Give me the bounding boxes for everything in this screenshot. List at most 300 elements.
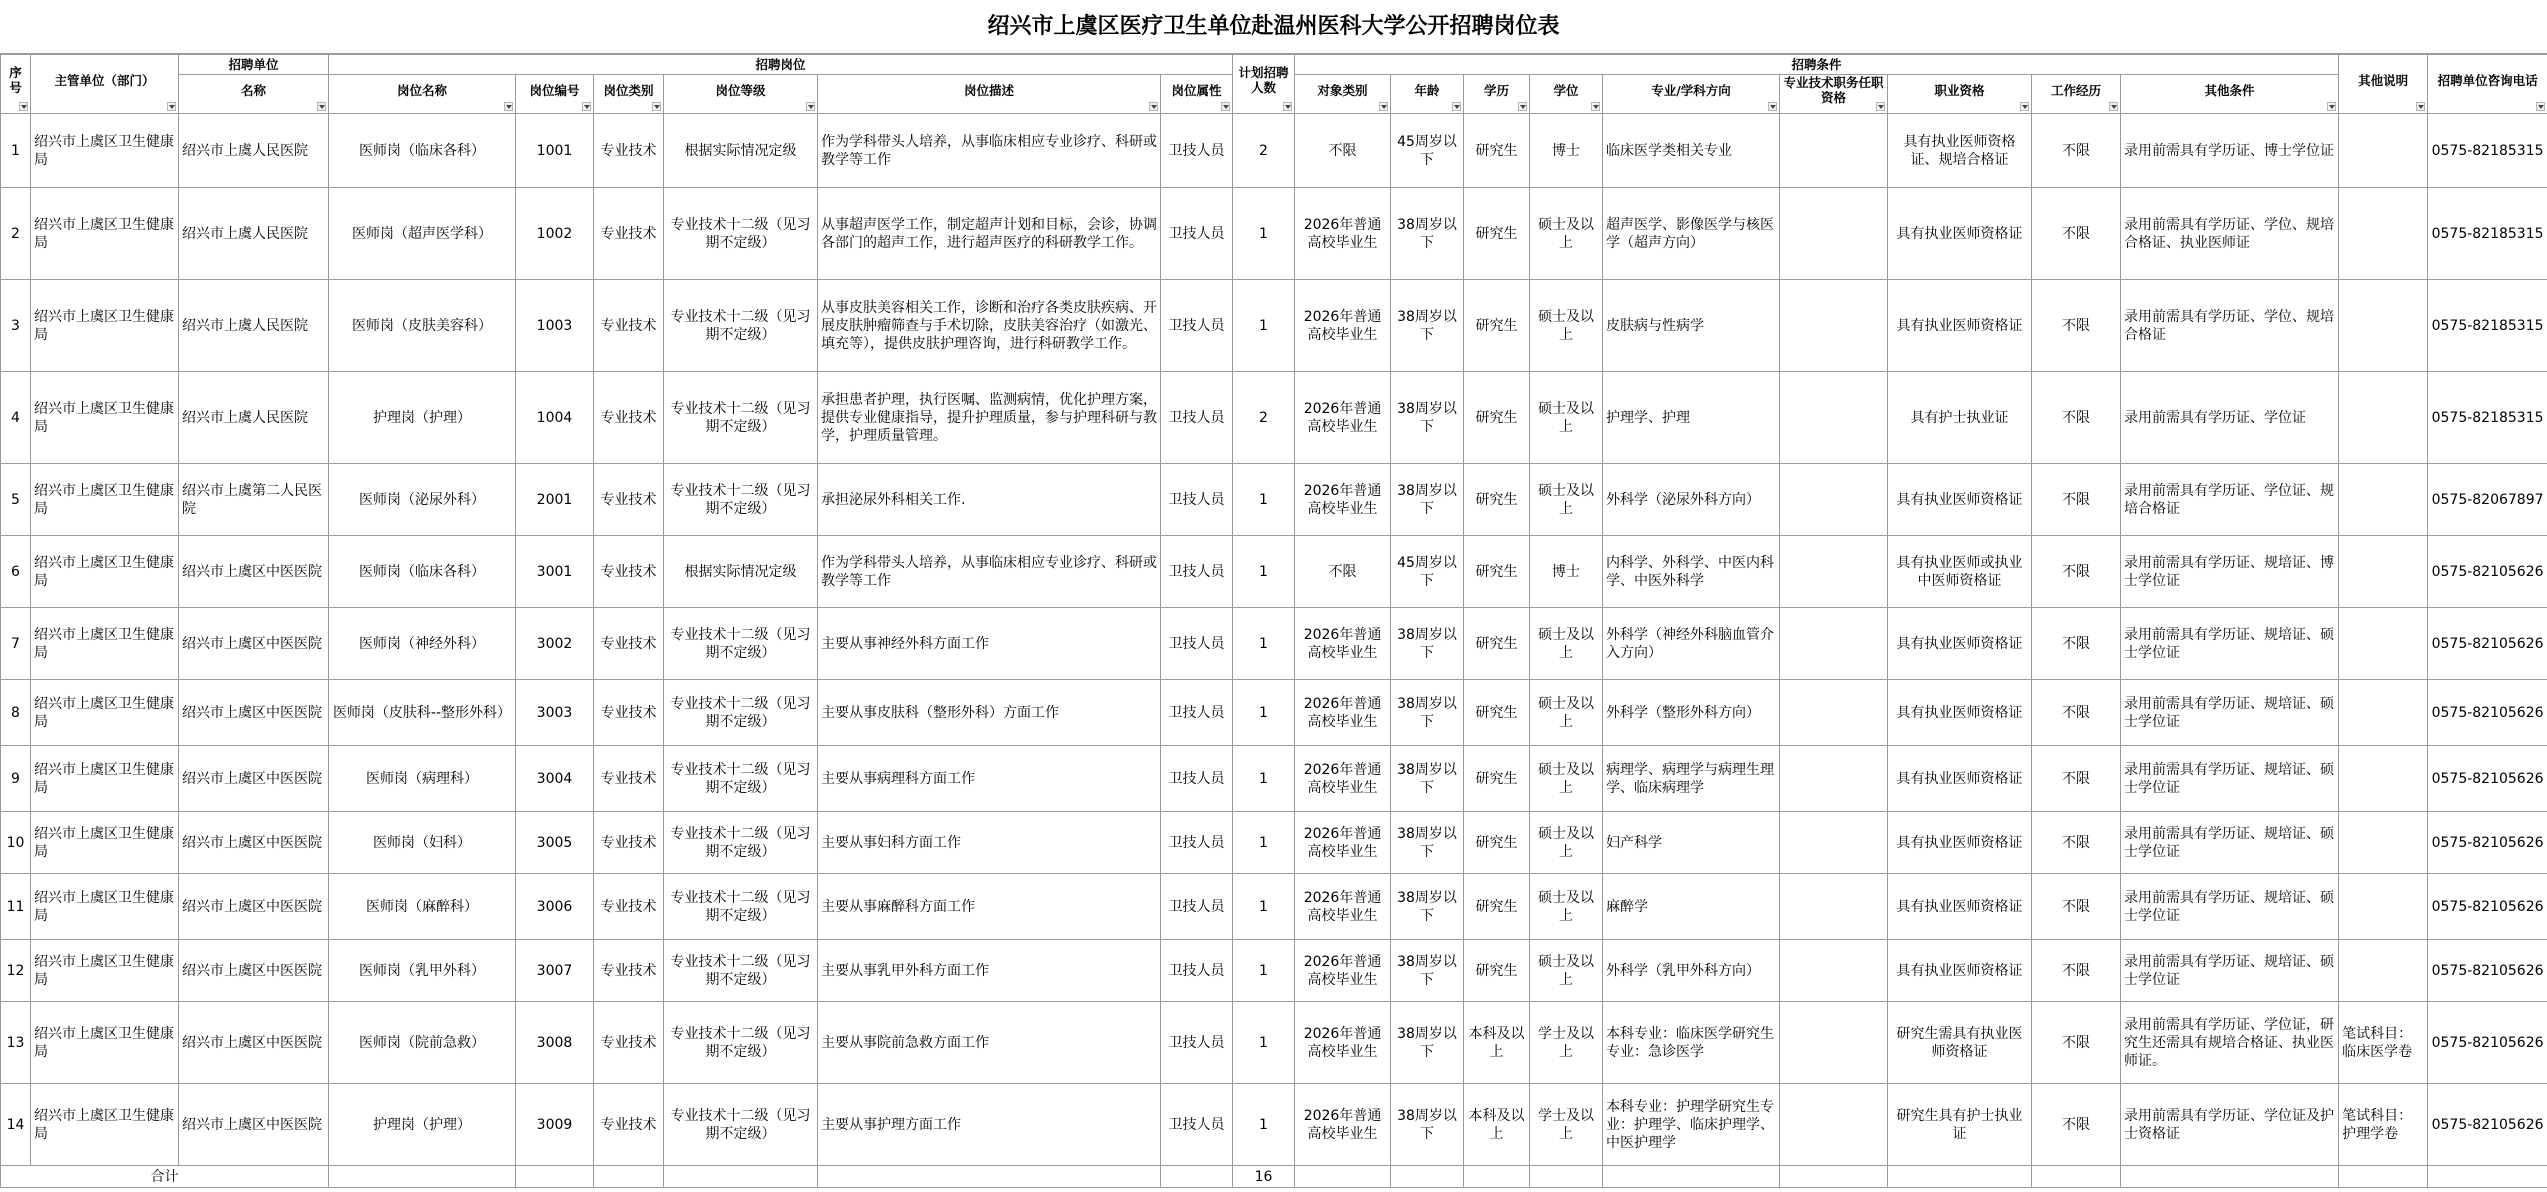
filter-dropdown-icon[interactable] bbox=[2020, 102, 2029, 111]
cell-pos-name[interactable]: 护理岗（护理） bbox=[329, 1084, 516, 1166]
empty-cell[interactable] bbox=[1888, 1166, 2032, 1188]
cell-exp[interactable]: 不限 bbox=[2032, 608, 2121, 680]
cell-note[interactable] bbox=[2339, 940, 2428, 1002]
cell-qual[interactable]: 具有执业医师资格证 bbox=[1888, 680, 2032, 746]
cell-target[interactable]: 2026年普通高校毕业生 bbox=[1295, 188, 1391, 280]
cell-phone[interactable]: 0575-82105626 bbox=[2428, 746, 2547, 812]
cell-seq[interactable]: 8 bbox=[1, 680, 31, 746]
cell-level[interactable]: 专业技术十二级（见习期不定级） bbox=[664, 372, 818, 464]
cell-phone[interactable]: 0575-82185315 bbox=[2428, 114, 2547, 188]
cell-unit[interactable]: 绍兴市上虞区中医医院 bbox=[179, 680, 329, 746]
cell-plan[interactable]: 1 bbox=[1233, 1084, 1295, 1166]
cell-code[interactable]: 3001 bbox=[516, 536, 594, 608]
cell-edu[interactable]: 研究生 bbox=[1464, 464, 1530, 536]
cell-dept[interactable]: 绍兴市上虞区卫生健康局 bbox=[31, 1002, 179, 1084]
cell-note[interactable] bbox=[2339, 114, 2428, 188]
cell-seq[interactable]: 5 bbox=[1, 464, 31, 536]
cell-attr[interactable]: 卫技人员 bbox=[1161, 812, 1233, 874]
cell-dept[interactable]: 绍兴市上虞区卫生健康局 bbox=[31, 874, 179, 940]
cell-code[interactable]: 2001 bbox=[516, 464, 594, 536]
filter-dropdown-icon[interactable] bbox=[1379, 102, 1388, 111]
cell-attr[interactable]: 卫技人员 bbox=[1161, 372, 1233, 464]
cell-edu[interactable]: 研究生 bbox=[1464, 188, 1530, 280]
cell-tech[interactable] bbox=[1780, 114, 1888, 188]
cell-attr[interactable]: 卫技人员 bbox=[1161, 1084, 1233, 1166]
cell-dept[interactable]: 绍兴市上虞区卫生健康局 bbox=[31, 812, 179, 874]
empty-cell[interactable] bbox=[1530, 1166, 1603, 1188]
cell-target[interactable]: 2026年普通高校毕业生 bbox=[1295, 680, 1391, 746]
cell-type[interactable]: 专业技术 bbox=[594, 1002, 664, 1084]
cell-target[interactable]: 2026年普通高校毕业生 bbox=[1295, 464, 1391, 536]
cell-phone[interactable]: 0575-82185315 bbox=[2428, 188, 2547, 280]
cell-age[interactable]: 38周岁以下 bbox=[1391, 372, 1464, 464]
cell-qual[interactable]: 具有执业医师或执业中医师资格证 bbox=[1888, 536, 2032, 608]
cell-code[interactable]: 1003 bbox=[516, 280, 594, 372]
empty-cell[interactable] bbox=[2032, 1166, 2121, 1188]
cell-tech[interactable] bbox=[1780, 536, 1888, 608]
cell-unit[interactable]: 绍兴市上虞人民医院 bbox=[179, 372, 329, 464]
cell-code[interactable]: 1004 bbox=[516, 372, 594, 464]
cell-note[interactable] bbox=[2339, 812, 2428, 874]
empty-cell[interactable] bbox=[1603, 1166, 1780, 1188]
empty-cell[interactable] bbox=[1464, 1166, 1530, 1188]
cell-exp[interactable]: 不限 bbox=[2032, 536, 2121, 608]
cell-other[interactable]: 录用前需具有学历证、规培证、硕士学位证 bbox=[2121, 874, 2339, 940]
cell-tech[interactable] bbox=[1780, 464, 1888, 536]
cell-edu[interactable]: 研究生 bbox=[1464, 746, 1530, 812]
cell-unit[interactable]: 绍兴市上虞区中医医院 bbox=[179, 812, 329, 874]
cell-phone[interactable]: 0575-82105626 bbox=[2428, 608, 2547, 680]
cell-desc[interactable]: 主要从事麻醉科方面工作 bbox=[818, 874, 1161, 940]
cell-degree[interactable]: 硕士及以上 bbox=[1530, 188, 1603, 280]
cell-seq[interactable]: 2 bbox=[1, 188, 31, 280]
cell-type[interactable]: 专业技术 bbox=[594, 114, 664, 188]
cell-major[interactable]: 外科学（泌尿外科方向） bbox=[1603, 464, 1780, 536]
empty-cell[interactable] bbox=[2121, 1166, 2339, 1188]
cell-phone[interactable]: 0575-82105626 bbox=[2428, 536, 2547, 608]
cell-qual[interactable]: 具有执业医师资格证 bbox=[1888, 464, 2032, 536]
cell-degree[interactable]: 博士 bbox=[1530, 114, 1603, 188]
cell-target[interactable]: 不限 bbox=[1295, 114, 1391, 188]
cell-dept[interactable]: 绍兴市上虞区卫生健康局 bbox=[31, 746, 179, 812]
cell-dept[interactable]: 绍兴市上虞区卫生健康局 bbox=[31, 464, 179, 536]
cell-age[interactable]: 38周岁以下 bbox=[1391, 812, 1464, 874]
cell-other[interactable]: 录用前需具有学历证、学位证及护士资格证 bbox=[2121, 1084, 2339, 1166]
cell-major[interactable]: 外科学（神经外科脑血管介入方向） bbox=[1603, 608, 1780, 680]
cell-type[interactable]: 专业技术 bbox=[594, 464, 664, 536]
cell-edu[interactable]: 研究生 bbox=[1464, 680, 1530, 746]
filter-dropdown-icon[interactable] bbox=[1452, 102, 1461, 111]
filter-dropdown-icon[interactable] bbox=[1876, 102, 1885, 111]
cell-desc[interactable]: 主要从事院前急救方面工作 bbox=[818, 1002, 1161, 1084]
cell-target[interactable]: 2026年普通高校毕业生 bbox=[1295, 874, 1391, 940]
cell-desc[interactable]: 主要从事神经外科方面工作 bbox=[818, 608, 1161, 680]
cell-level[interactable]: 专业技术十二级（见习期不定级） bbox=[664, 464, 818, 536]
cell-code[interactable]: 1002 bbox=[516, 188, 594, 280]
filter-dropdown-icon[interactable] bbox=[652, 102, 661, 111]
cell-code[interactable]: 3003 bbox=[516, 680, 594, 746]
cell-unit[interactable]: 绍兴市上虞人民医院 bbox=[179, 114, 329, 188]
cell-note[interactable] bbox=[2339, 280, 2428, 372]
cell-phone[interactable]: 0575-82105626 bbox=[2428, 812, 2547, 874]
cell-seq[interactable]: 3 bbox=[1, 280, 31, 372]
cell-other[interactable]: 录用前需具有学历证、学位证，研究生还需具有规培合格证、执业医师证。 bbox=[2121, 1002, 2339, 1084]
cell-target[interactable]: 2026年普通高校毕业生 bbox=[1295, 746, 1391, 812]
filter-dropdown-icon[interactable] bbox=[1283, 102, 1292, 111]
cell-desc[interactable]: 主要从事病理科方面工作 bbox=[818, 746, 1161, 812]
empty-cell[interactable] bbox=[818, 1166, 1161, 1188]
cell-other[interactable]: 录用前需具有学历证、规培证、硕士学位证 bbox=[2121, 608, 2339, 680]
cell-pos-name[interactable]: 医师岗（乳甲外科） bbox=[329, 940, 516, 1002]
cell-pos-name[interactable]: 医师岗（临床各科） bbox=[329, 536, 516, 608]
cell-seq[interactable]: 4 bbox=[1, 372, 31, 464]
cell-tech[interactable] bbox=[1780, 1084, 1888, 1166]
cell-phone[interactable]: 0575-82067897 bbox=[2428, 464, 2547, 536]
cell-tech[interactable] bbox=[1780, 280, 1888, 372]
empty-cell[interactable] bbox=[1391, 1166, 1464, 1188]
cell-note[interactable] bbox=[2339, 874, 2428, 940]
cell-attr[interactable]: 卫技人员 bbox=[1161, 114, 1233, 188]
cell-desc[interactable]: 主要从事妇科方面工作 bbox=[818, 812, 1161, 874]
cell-level[interactable]: 专业技术十二级（见习期不定级） bbox=[664, 608, 818, 680]
cell-seq[interactable]: 1 bbox=[1, 114, 31, 188]
cell-major[interactable]: 本科专业：临床医学研究生专业：急诊医学 bbox=[1603, 1002, 1780, 1084]
cell-target[interactable]: 2026年普通高校毕业生 bbox=[1295, 372, 1391, 464]
cell-code[interactable]: 1001 bbox=[516, 114, 594, 188]
cell-phone[interactable]: 0575-82105626 bbox=[2428, 680, 2547, 746]
cell-qual[interactable]: 具有执业医师资格证 bbox=[1888, 280, 2032, 372]
cell-plan[interactable]: 1 bbox=[1233, 812, 1295, 874]
cell-pos-name[interactable]: 医师岗（病理科） bbox=[329, 746, 516, 812]
cell-plan[interactable]: 1 bbox=[1233, 680, 1295, 746]
empty-cell[interactable] bbox=[2339, 1166, 2428, 1188]
cell-unit[interactable]: 绍兴市上虞第二人民医院 bbox=[179, 464, 329, 536]
cell-other[interactable]: 录用前需具有学历证、学位证、规培合格证 bbox=[2121, 464, 2339, 536]
empty-cell[interactable] bbox=[1780, 1166, 1888, 1188]
cell-dept[interactable]: 绍兴市上虞区卫生健康局 bbox=[31, 372, 179, 464]
cell-seq[interactable]: 13 bbox=[1, 1002, 31, 1084]
filter-dropdown-icon[interactable] bbox=[167, 102, 176, 111]
cell-level[interactable]: 专业技术十二级（见习期不定级） bbox=[664, 812, 818, 874]
cell-dept[interactable]: 绍兴市上虞区卫生健康局 bbox=[31, 680, 179, 746]
cell-dept[interactable]: 绍兴市上虞区卫生健康局 bbox=[31, 1084, 179, 1166]
cell-phone[interactable]: 0575-82105626 bbox=[2428, 940, 2547, 1002]
cell-seq[interactable]: 11 bbox=[1, 874, 31, 940]
cell-unit[interactable]: 绍兴市上虞区中医医院 bbox=[179, 940, 329, 1002]
cell-major[interactable]: 临床医学类相关专业 bbox=[1603, 114, 1780, 188]
cell-seq[interactable]: 7 bbox=[1, 608, 31, 680]
cell-code[interactable]: 3005 bbox=[516, 812, 594, 874]
cell-pos-name[interactable]: 医师岗（神经外科） bbox=[329, 608, 516, 680]
cell-unit[interactable]: 绍兴市上虞区中医医院 bbox=[179, 1084, 329, 1166]
cell-unit[interactable]: 绍兴市上虞区中医医院 bbox=[179, 536, 329, 608]
empty-cell[interactable] bbox=[516, 1166, 594, 1188]
cell-attr[interactable]: 卫技人员 bbox=[1161, 464, 1233, 536]
cell-dept[interactable]: 绍兴市上虞区卫生健康局 bbox=[31, 188, 179, 280]
cell-level[interactable]: 专业技术十二级（见习期不定级） bbox=[664, 746, 818, 812]
cell-exp[interactable]: 不限 bbox=[2032, 464, 2121, 536]
cell-desc[interactable]: 承担患者护理，执行医嘱、监测病情，优化护理方案，提供专业健康指导，提升护理质量，参与护理科研与教学，护理质量管理。 bbox=[818, 372, 1161, 464]
cell-phone[interactable]: 0575-82185315 bbox=[2428, 280, 2547, 372]
filter-dropdown-icon[interactable] bbox=[2327, 102, 2336, 111]
cell-pos-name[interactable]: 医师岗（妇科） bbox=[329, 812, 516, 874]
cell-target[interactable]: 2026年普通高校毕业生 bbox=[1295, 812, 1391, 874]
filter-dropdown-icon[interactable] bbox=[806, 102, 815, 111]
cell-pos-name[interactable]: 医师岗（皮肤美容科） bbox=[329, 280, 516, 372]
filter-dropdown-icon[interactable] bbox=[2109, 102, 2118, 111]
cell-pos-name[interactable]: 医师岗（院前急救） bbox=[329, 1002, 516, 1084]
cell-edu[interactable]: 研究生 bbox=[1464, 114, 1530, 188]
cell-exp[interactable]: 不限 bbox=[2032, 746, 2121, 812]
cell-edu[interactable]: 研究生 bbox=[1464, 280, 1530, 372]
cell-degree[interactable]: 硕士及以上 bbox=[1530, 940, 1603, 1002]
cell-major[interactable]: 麻醉学 bbox=[1603, 874, 1780, 940]
cell-edu[interactable]: 研究生 bbox=[1464, 940, 1530, 1002]
empty-cell[interactable] bbox=[1295, 1166, 1391, 1188]
cell-edu[interactable]: 研究生 bbox=[1464, 536, 1530, 608]
cell-dept[interactable]: 绍兴市上虞区卫生健康局 bbox=[31, 280, 179, 372]
cell-plan[interactable]: 1 bbox=[1233, 940, 1295, 1002]
cell-plan[interactable]: 2 bbox=[1233, 114, 1295, 188]
cell-age[interactable]: 38周岁以下 bbox=[1391, 1002, 1464, 1084]
cell-unit[interactable]: 绍兴市上虞人民医院 bbox=[179, 188, 329, 280]
cell-code[interactable]: 3008 bbox=[516, 1002, 594, 1084]
cell-type[interactable]: 专业技术 bbox=[594, 188, 664, 280]
cell-major[interactable]: 超声医学、影像医学与核医学（超声方向） bbox=[1603, 188, 1780, 280]
cell-degree[interactable]: 硕士及以上 bbox=[1530, 372, 1603, 464]
cell-other[interactable]: 录用前需具有学历证、学位、规培合格证 bbox=[2121, 280, 2339, 372]
cell-major[interactable]: 外科学（整形外科方向） bbox=[1603, 680, 1780, 746]
cell-edu[interactable]: 研究生 bbox=[1464, 874, 1530, 940]
cell-other[interactable]: 录用前需具有学历证、规培证、博士学位证 bbox=[2121, 536, 2339, 608]
filter-dropdown-icon[interactable] bbox=[1768, 102, 1777, 111]
cell-unit[interactable]: 绍兴市上虞人民医院 bbox=[179, 280, 329, 372]
cell-type[interactable]: 专业技术 bbox=[594, 536, 664, 608]
empty-cell[interactable] bbox=[329, 1166, 516, 1188]
cell-attr[interactable]: 卫技人员 bbox=[1161, 680, 1233, 746]
cell-other[interactable]: 录用前需具有学历证、规培证、硕士学位证 bbox=[2121, 746, 2339, 812]
cell-desc[interactable]: 作为学科带头人培养，从事临床相应专业诊疗、科研或教学等工作 bbox=[818, 114, 1161, 188]
cell-code[interactable]: 3004 bbox=[516, 746, 594, 812]
cell-exp[interactable]: 不限 bbox=[2032, 874, 2121, 940]
cell-major[interactable]: 妇产科学 bbox=[1603, 812, 1780, 874]
cell-exp[interactable]: 不限 bbox=[2032, 680, 2121, 746]
cell-unit[interactable]: 绍兴市上虞区中医医院 bbox=[179, 1002, 329, 1084]
cell-qual[interactable]: 研究生需具有执业医师资格证 bbox=[1888, 1002, 2032, 1084]
cell-type[interactable]: 专业技术 bbox=[594, 874, 664, 940]
cell-age[interactable]: 38周岁以下 bbox=[1391, 1084, 1464, 1166]
cell-exp[interactable]: 不限 bbox=[2032, 280, 2121, 372]
cell-qual[interactable]: 具有执业医师资格证 bbox=[1888, 746, 2032, 812]
cell-pos-name[interactable]: 医师岗（临床各科） bbox=[329, 114, 516, 188]
cell-edu[interactable]: 本科及以上 bbox=[1464, 1002, 1530, 1084]
cell-edu[interactable]: 研究生 bbox=[1464, 608, 1530, 680]
cell-qual[interactable]: 具有执业医师资格证 bbox=[1888, 874, 2032, 940]
cell-pos-name[interactable]: 医师岗（皮肤科--整形外科） bbox=[329, 680, 516, 746]
cell-desc[interactable]: 主要从事护理方面工作 bbox=[818, 1084, 1161, 1166]
cell-phone[interactable]: 0575-82105626 bbox=[2428, 874, 2547, 940]
cell-attr[interactable]: 卫技人员 bbox=[1161, 536, 1233, 608]
cell-age[interactable]: 38周岁以下 bbox=[1391, 940, 1464, 1002]
cell-attr[interactable]: 卫技人员 bbox=[1161, 1002, 1233, 1084]
empty-cell[interactable] bbox=[1161, 1166, 1233, 1188]
total-plan[interactable]: 16 bbox=[1233, 1166, 1295, 1188]
cell-degree[interactable]: 硕士及以上 bbox=[1530, 464, 1603, 536]
cell-target[interactable]: 2026年普通高校毕业生 bbox=[1295, 940, 1391, 1002]
filter-dropdown-icon[interactable] bbox=[1149, 102, 1158, 111]
filter-dropdown-icon[interactable] bbox=[1518, 102, 1527, 111]
cell-edu[interactable]: 研究生 bbox=[1464, 812, 1530, 874]
cell-other[interactable]: 录用前需具有学历证、规培证、硕士学位证 bbox=[2121, 812, 2339, 874]
cell-age[interactable]: 38周岁以下 bbox=[1391, 188, 1464, 280]
cell-plan[interactable]: 1 bbox=[1233, 280, 1295, 372]
cell-level[interactable]: 专业技术十二级（见习期不定级） bbox=[664, 280, 818, 372]
cell-major[interactable]: 病理学、病理学与病理生理学、临床病理学 bbox=[1603, 746, 1780, 812]
cell-desc[interactable]: 主要从事皮肤科（整形外科）方面工作 bbox=[818, 680, 1161, 746]
empty-cell[interactable] bbox=[2428, 1166, 2547, 1188]
cell-major[interactable]: 皮肤病与性病学 bbox=[1603, 280, 1780, 372]
cell-exp[interactable]: 不限 bbox=[2032, 372, 2121, 464]
cell-level[interactable]: 专业技术十二级（见习期不定级） bbox=[664, 874, 818, 940]
cell-code[interactable]: 3002 bbox=[516, 608, 594, 680]
cell-degree[interactable]: 硕士及以上 bbox=[1530, 280, 1603, 372]
cell-unit[interactable]: 绍兴市上虞区中医医院 bbox=[179, 874, 329, 940]
cell-other[interactable]: 录用前需具有学历证、学位证 bbox=[2121, 372, 2339, 464]
cell-age[interactable]: 45周岁以下 bbox=[1391, 536, 1464, 608]
cell-tech[interactable] bbox=[1780, 372, 1888, 464]
cell-qual[interactable]: 具有护士执业证 bbox=[1888, 372, 2032, 464]
cell-other[interactable]: 录用前需具有学历证、博士学位证 bbox=[2121, 114, 2339, 188]
cell-plan[interactable]: 1 bbox=[1233, 536, 1295, 608]
cell-unit[interactable]: 绍兴市上虞区中医医院 bbox=[179, 608, 329, 680]
cell-desc[interactable]: 作为学科带头人培养，从事临床相应专业诊疗、科研或教学等工作 bbox=[818, 536, 1161, 608]
cell-note[interactable] bbox=[2339, 536, 2428, 608]
filter-dropdown-icon[interactable] bbox=[19, 102, 28, 111]
cell-plan[interactable]: 1 bbox=[1233, 608, 1295, 680]
cell-type[interactable]: 专业技术 bbox=[594, 940, 664, 1002]
cell-degree[interactable]: 硕士及以上 bbox=[1530, 746, 1603, 812]
cell-tech[interactable] bbox=[1780, 940, 1888, 1002]
cell-degree[interactable]: 博士 bbox=[1530, 536, 1603, 608]
cell-type[interactable]: 专业技术 bbox=[594, 812, 664, 874]
cell-attr[interactable]: 卫技人员 bbox=[1161, 940, 1233, 1002]
cell-qual[interactable]: 具有执业医师资格证 bbox=[1888, 812, 2032, 874]
cell-tech[interactable] bbox=[1780, 874, 1888, 940]
cell-qual[interactable]: 具有执业医师资格证 bbox=[1888, 608, 2032, 680]
cell-code[interactable]: 3009 bbox=[516, 1084, 594, 1166]
cell-qual[interactable]: 研究生具有护士执业证 bbox=[1888, 1084, 2032, 1166]
cell-tech[interactable] bbox=[1780, 746, 1888, 812]
cell-seq[interactable]: 6 bbox=[1, 536, 31, 608]
cell-seq[interactable]: 12 bbox=[1, 940, 31, 1002]
cell-age[interactable]: 38周岁以下 bbox=[1391, 874, 1464, 940]
cell-pos-name[interactable]: 医师岗（超声医学科） bbox=[329, 188, 516, 280]
cell-degree[interactable]: 硕士及以上 bbox=[1530, 608, 1603, 680]
cell-age[interactable]: 38周岁以下 bbox=[1391, 608, 1464, 680]
filter-dropdown-icon[interactable] bbox=[2536, 102, 2545, 111]
cell-desc[interactable]: 主要从事乳甲外科方面工作 bbox=[818, 940, 1161, 1002]
cell-type[interactable]: 专业技术 bbox=[594, 746, 664, 812]
cell-qual[interactable]: 具有执业医师资格证 bbox=[1888, 188, 2032, 280]
filter-dropdown-icon[interactable] bbox=[504, 102, 513, 111]
cell-age[interactable]: 38周岁以下 bbox=[1391, 680, 1464, 746]
cell-seq[interactable]: 9 bbox=[1, 746, 31, 812]
cell-exp[interactable]: 不限 bbox=[2032, 188, 2121, 280]
filter-dropdown-icon[interactable] bbox=[317, 102, 326, 111]
cell-note[interactable] bbox=[2339, 188, 2428, 280]
cell-phone[interactable]: 0575-82105626 bbox=[2428, 1084, 2547, 1166]
cell-major[interactable]: 本科专业：护理学研究生专业：护理学、临床护理学、中医护理学 bbox=[1603, 1084, 1780, 1166]
cell-pos-name[interactable]: 医师岗（麻醉科） bbox=[329, 874, 516, 940]
cell-attr[interactable]: 卫技人员 bbox=[1161, 874, 1233, 940]
cell-desc[interactable]: 承担泌尿外科相关工作. bbox=[818, 464, 1161, 536]
cell-dept[interactable]: 绍兴市上虞区卫生健康局 bbox=[31, 114, 179, 188]
cell-other[interactable]: 录用前需具有学历证、规培证、硕士学位证 bbox=[2121, 940, 2339, 1002]
cell-note[interactable] bbox=[2339, 680, 2428, 746]
cell-note[interactable]: 笔试科目：护理学卷 bbox=[2339, 1084, 2428, 1166]
cell-note[interactable] bbox=[2339, 746, 2428, 812]
cell-attr[interactable]: 卫技人员 bbox=[1161, 608, 1233, 680]
cell-exp[interactable]: 不限 bbox=[2032, 812, 2121, 874]
cell-exp[interactable]: 不限 bbox=[2032, 1084, 2121, 1166]
cell-target[interactable]: 2026年普通高校毕业生 bbox=[1295, 1084, 1391, 1166]
cell-plan[interactable]: 1 bbox=[1233, 874, 1295, 940]
cell-age[interactable]: 38周岁以下 bbox=[1391, 746, 1464, 812]
cell-type[interactable]: 专业技术 bbox=[594, 608, 664, 680]
cell-dept[interactable]: 绍兴市上虞区卫生健康局 bbox=[31, 940, 179, 1002]
cell-type[interactable]: 专业技术 bbox=[594, 280, 664, 372]
cell-tech[interactable] bbox=[1780, 812, 1888, 874]
cell-qual[interactable]: 具有执业医师资格证 bbox=[1888, 940, 2032, 1002]
cell-desc[interactable]: 从事超声医学工作，制定超声计划和目标，会诊，协调各部门的超声工作，进行超声医疗的科研教学工作。 bbox=[818, 188, 1161, 280]
cell-dept[interactable]: 绍兴市上虞区卫生健康局 bbox=[31, 536, 179, 608]
cell-seq[interactable]: 14 bbox=[1, 1084, 31, 1166]
cell-plan[interactable]: 1 bbox=[1233, 746, 1295, 812]
cell-degree[interactable]: 硕士及以上 bbox=[1530, 812, 1603, 874]
empty-cell[interactable] bbox=[664, 1166, 818, 1188]
cell-dept[interactable]: 绍兴市上虞区卫生健康局 bbox=[31, 608, 179, 680]
cell-type[interactable]: 专业技术 bbox=[594, 1084, 664, 1166]
cell-level[interactable]: 专业技术十二级（见习期不定级） bbox=[664, 940, 818, 1002]
cell-type[interactable]: 专业技术 bbox=[594, 680, 664, 746]
filter-dropdown-icon[interactable] bbox=[582, 102, 591, 111]
cell-tech[interactable] bbox=[1780, 1002, 1888, 1084]
cell-unit[interactable]: 绍兴市上虞区中医医院 bbox=[179, 746, 329, 812]
cell-qual[interactable]: 具有执业医师资格证、规培合格证 bbox=[1888, 114, 2032, 188]
cell-attr[interactable]: 卫技人员 bbox=[1161, 280, 1233, 372]
cell-attr[interactable]: 卫技人员 bbox=[1161, 746, 1233, 812]
cell-seq[interactable]: 10 bbox=[1, 812, 31, 874]
cell-target[interactable]: 2026年普通高校毕业生 bbox=[1295, 1002, 1391, 1084]
cell-level[interactable]: 专业技术十二级（见习期不定级） bbox=[664, 188, 818, 280]
cell-major[interactable]: 内科学、外科学、中医内科学、中医外科学 bbox=[1603, 536, 1780, 608]
cell-pos-name[interactable]: 医师岗（泌尿外科） bbox=[329, 464, 516, 536]
cell-degree[interactable]: 硕士及以上 bbox=[1530, 680, 1603, 746]
cell-type[interactable]: 专业技术 bbox=[594, 372, 664, 464]
cell-plan[interactable]: 2 bbox=[1233, 372, 1295, 464]
cell-degree[interactable]: 学士及以上 bbox=[1530, 1002, 1603, 1084]
cell-major[interactable]: 外科学（乳甲外科方向） bbox=[1603, 940, 1780, 1002]
cell-degree[interactable]: 硕士及以上 bbox=[1530, 874, 1603, 940]
cell-edu[interactable]: 研究生 bbox=[1464, 372, 1530, 464]
cell-plan[interactable]: 1 bbox=[1233, 464, 1295, 536]
cell-other[interactable]: 录用前需具有学历证、规培证、硕士学位证 bbox=[2121, 680, 2339, 746]
cell-exp[interactable]: 不限 bbox=[2032, 114, 2121, 188]
cell-note[interactable] bbox=[2339, 608, 2428, 680]
cell-major[interactable]: 护理学、护理 bbox=[1603, 372, 1780, 464]
cell-note[interactable] bbox=[2339, 464, 2428, 536]
filter-dropdown-icon[interactable] bbox=[1591, 102, 1600, 111]
